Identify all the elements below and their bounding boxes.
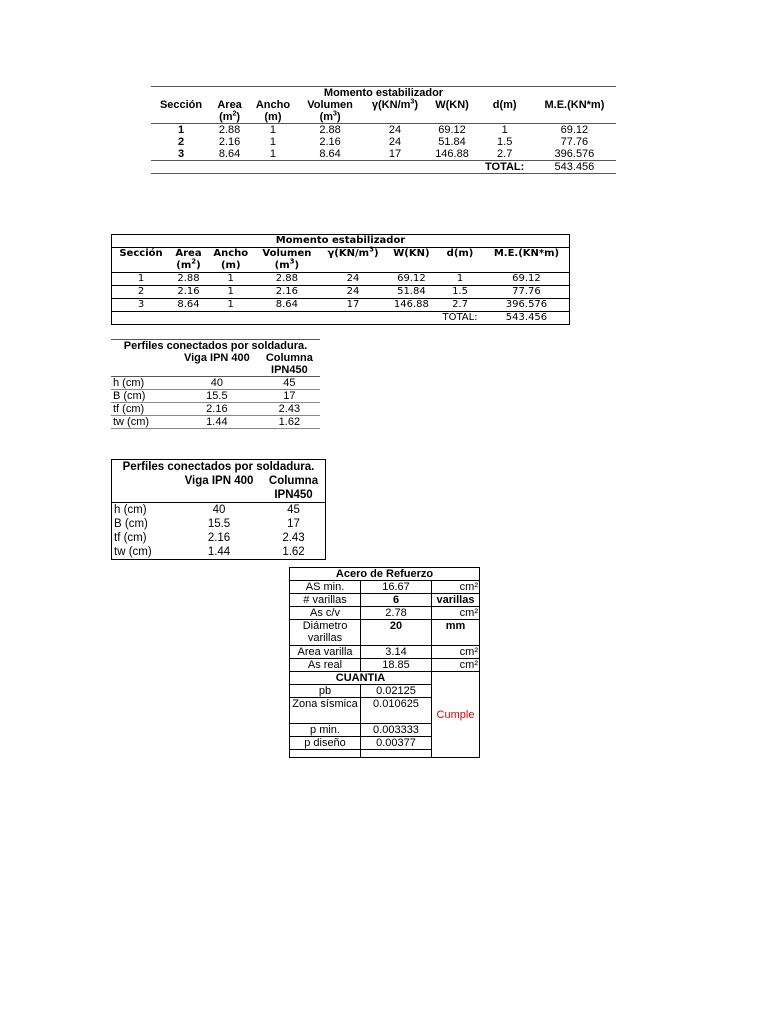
table-row: h (cm) 40 45 <box>111 377 320 390</box>
hdr-volumen: Volumen <box>262 248 312 259</box>
acero-table <box>289 567 480 758</box>
col-columna-type: IPN450 <box>262 488 325 503</box>
hdr-area: Área <box>175 248 202 259</box>
col-viga: Viga IPN 400 <box>183 352 250 364</box>
table5-title: Acero de Refuerzo <box>290 568 480 581</box>
hdr-gamma: $\gamma(KN/m^3)$ <box>371 98 418 111</box>
table-row: tw (cm) 1.44 1.62 <box>114 546 305 558</box>
hdr-seccion: Sección <box>159 99 203 111</box>
table-row: Diámetro varillas 20 mm <box>290 620 480 646</box>
hdr-seccion: Sección <box>119 248 163 259</box>
table-row: 3 8.64 1 8.64 17 146.88 2.7 396.576 <box>112 299 570 312</box>
hdr-ancho-unit: (m) <box>207 260 255 273</box>
col-columna: Columna <box>268 475 319 487</box>
col-viga: Viga IPN 400 <box>184 475 254 487</box>
table-row: pb 0.02125 <box>290 685 480 698</box>
hdr-area-unit: $(m^2)$ <box>211 111 248 124</box>
hdr-w: W(KN) <box>393 248 430 259</box>
table-row: B (cm) 15.5 17 <box>114 518 300 530</box>
total-label: TOTAL: <box>442 312 478 323</box>
table-row: tf (cm) 2.16 2.43 <box>114 532 305 544</box>
table-row: B (cm) 15.5 17 <box>111 390 320 403</box>
hdr-ancho: Ancho <box>213 248 249 259</box>
table-row: 2 2.16 1 2.16 24 51.84 1.5 77.76 <box>112 286 570 299</box>
table-row: p min. 0.003333 <box>290 724 480 737</box>
table-row: p diseño 0.00377 <box>290 737 480 750</box>
table2-title: Momento estabilizador <box>112 235 570 248</box>
hdr-d: d(m) <box>446 248 474 259</box>
col-columna-type: IPN450 <box>259 364 320 377</box>
cumple-status: Cumple <box>432 672 480 758</box>
hdr-area: Area <box>217 99 242 111</box>
hdr-me: M.E.(KN*m) <box>493 248 560 259</box>
table-row: 1 2.88 1 2.88 24 69.12 1 69.12 <box>112 273 570 286</box>
table1-title: Momento estabilizador <box>151 87 616 100</box>
table-row: As real 18.85 cm² <box>290 659 480 672</box>
table-row: Zona sísmica 0.010625 <box>290 698 480 724</box>
hdr-area-unit: $(m^2)$ <box>170 260 207 273</box>
table-row: tf (cm) 2.16 2.43 <box>111 403 320 416</box>
hdr-volumen-unit: $(m^3)$ <box>298 111 363 124</box>
momento-table-2 <box>111 234 570 325</box>
table-row: 3 8.64 1 8.64 17 146.88 2.7 396.576 <box>151 148 616 161</box>
table-row: 2 2.16 1 2.16 24 51.84 1.5 77.76 <box>177 136 589 148</box>
table-row: tw (cm) 1.44 1.62 <box>111 416 320 429</box>
table-row: As c/v 2.78 cm² <box>290 607 480 620</box>
hdr-me: M.E.(KN*m) <box>544 99 605 111</box>
hdr-gamma: $\gamma(KN/m^3)$ <box>327 245 379 259</box>
table4-title: Perfiles conectados por soldadura. <box>122 461 315 473</box>
total-label: TOTAL: <box>477 161 533 174</box>
table-row: h (cm) 40 45 <box>114 504 300 516</box>
perfiles-table-2 <box>111 459 326 560</box>
table-row: 1 2.88 1 2.88 24 69.12 1 69.12 <box>177 124 589 136</box>
hdr-volumen-unit: $(m^3)$ <box>254 260 319 273</box>
table-row: Area varilla 3.14 cm² <box>290 646 480 659</box>
table-row: AS min. 16.67 cm² <box>290 581 480 594</box>
total-value: 543.456 <box>533 161 616 174</box>
hdr-ancho-unit: (m) <box>248 111 298 124</box>
col-columna: Columna <box>265 352 313 364</box>
cuantia-title: CUANTIA <box>290 672 432 685</box>
perfiles-table-1 <box>111 339 320 429</box>
table3-title: Perfiles conectados por soldadura. <box>111 340 320 353</box>
hdr-d: d(m) <box>492 99 517 111</box>
total-value: 543.456 <box>505 312 548 323</box>
hdr-ancho: Ancho <box>255 99 291 111</box>
momento-table-1 <box>151 86 616 174</box>
table-row: # varillas 6 varillas <box>290 594 480 607</box>
hdr-volumen: Volumen <box>307 99 353 111</box>
hdr-w: W(KN) <box>435 99 469 111</box>
